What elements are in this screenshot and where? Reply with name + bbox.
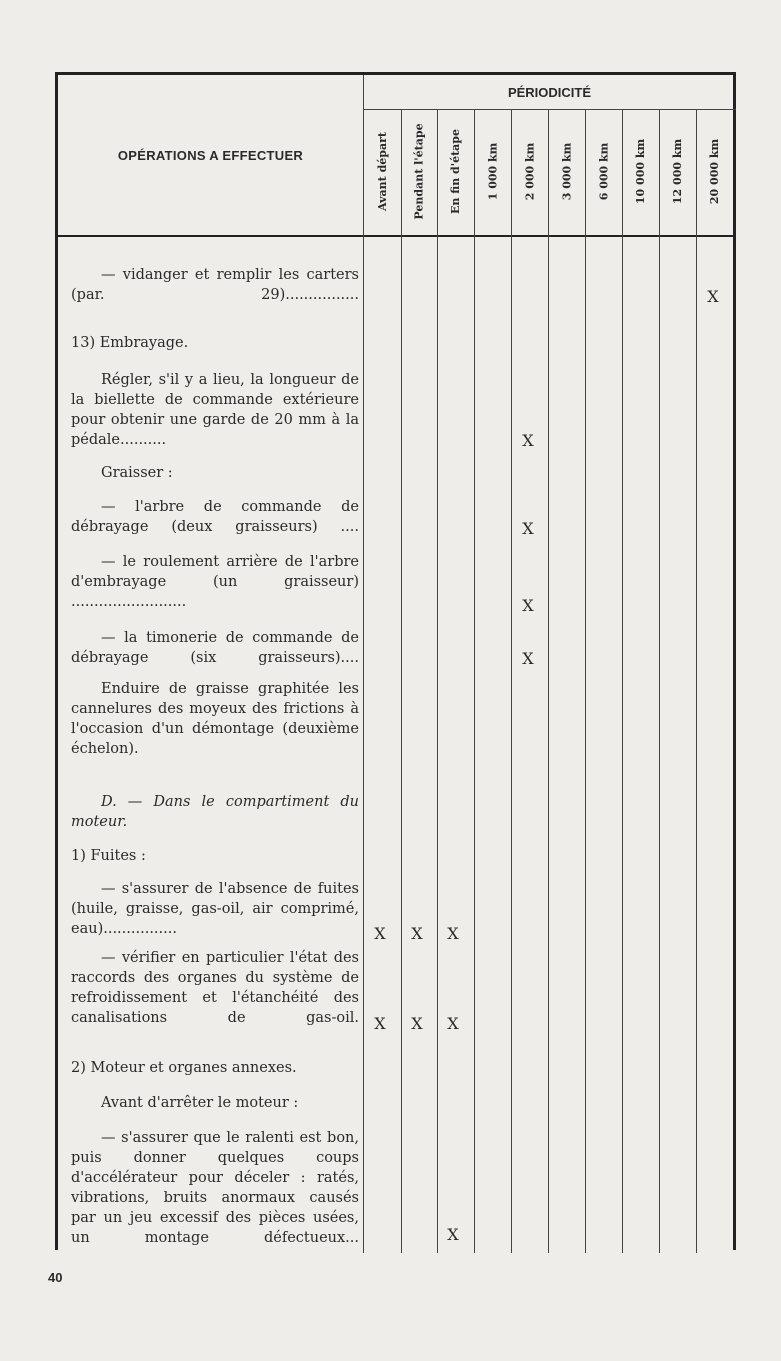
header-divider xyxy=(363,109,736,110)
column-header: En fin d'étape xyxy=(449,128,462,214)
periodicity-mark: X xyxy=(447,1014,459,1033)
column-header: 6 000 km xyxy=(597,142,611,200)
column-header: 20 000 km xyxy=(708,138,722,204)
operation-text: — le roulement arrière de l'arbre d'embrayage (un graisseur) ......................... xyxy=(71,554,359,610)
column-divider xyxy=(659,109,660,1253)
column-header: Avant départ xyxy=(375,131,389,211)
column-divider xyxy=(363,75,364,1253)
section-heading: D. — Dans le compartiment du moteur. xyxy=(71,794,359,830)
column-divider xyxy=(585,109,586,1253)
column-header: 12 000 km xyxy=(671,138,685,204)
periodicity-mark: X xyxy=(411,1014,423,1033)
column-divider xyxy=(622,109,623,1253)
column-divider xyxy=(696,109,697,1253)
column-divider xyxy=(401,109,402,1253)
section-heading: 2) Moteur et organes annexes. xyxy=(71,1060,297,1076)
operation-text: — la timonerie de commande de débrayage (six graisseurs).... xyxy=(71,630,359,666)
operation-text: — s'assurer que le ralenti est bon, puis donner quelques coups d'accélérateur pour déceler : ratés, vibrations, bruits anormaux causés par un jeu excessif des pièces usées, un montage défectueux... xyxy=(71,1130,359,1246)
periodicity-mark: X xyxy=(411,924,423,943)
column-header: 1 000 km xyxy=(486,142,500,200)
column-divider xyxy=(548,109,549,1253)
periodicity-mark: X xyxy=(447,924,459,943)
column-divider xyxy=(474,109,475,1253)
periodicity-mark: X xyxy=(522,519,534,538)
operation-text: — l'arbre de commande de débrayage (deux graisseurs) .... xyxy=(71,499,359,535)
operation-text: — vidanger et remplir les carters (par. 29)................ xyxy=(71,267,359,303)
operation-text: Régler, s'il y a lieu, la longueur de la biellette de commande extérieure pour obtenir une garde de 20 mm à la pédale.......... xyxy=(71,372,359,448)
periodicity-mark: X xyxy=(522,431,534,450)
header-bottom-rule xyxy=(58,235,736,237)
periodicity-mark: X xyxy=(447,1225,459,1244)
periodicity-mark: X xyxy=(522,596,534,615)
operation-text: Graisser : xyxy=(101,465,173,481)
operations-header: OPÉRATIONS A EFFECTUER xyxy=(117,147,304,163)
periodicity-mark: X xyxy=(522,649,534,668)
column-header: 10 000 km xyxy=(634,138,648,204)
page-number: 40 xyxy=(48,1270,63,1285)
periodicity-mark: X xyxy=(374,1014,386,1033)
column-header: 2 000 km xyxy=(523,142,537,200)
periodicity-mark: X xyxy=(707,287,719,306)
operation-text: Enduire de graisse graphitée les cannelures des moyeux des frictions à l'occasion d'un démontage (deuxième échelon). xyxy=(71,681,359,757)
column-divider xyxy=(437,109,438,1253)
section-heading: 13) Embrayage. xyxy=(71,335,189,351)
periodicity-header: PÉRIODICITÉ xyxy=(507,84,592,100)
section-heading: 1) Fuites : xyxy=(71,848,146,864)
operation-text: — vérifier en particulier l'état des raccords des organes du système de refroidissement et l'étanchéité des canalisations de gas-oil. xyxy=(71,950,359,1026)
operation-text: — s'assurer de l'absence de fuites (huile, graisse, gas-oil, air comprimé, eau)................ xyxy=(71,881,359,937)
periodicity-mark: X xyxy=(374,924,386,943)
column-divider xyxy=(511,109,512,1253)
column-header: 3 000 km xyxy=(560,142,574,200)
column-header: Pendant l'étape xyxy=(412,122,426,220)
operation-text: Avant d'arrêter le moteur : xyxy=(101,1095,299,1111)
